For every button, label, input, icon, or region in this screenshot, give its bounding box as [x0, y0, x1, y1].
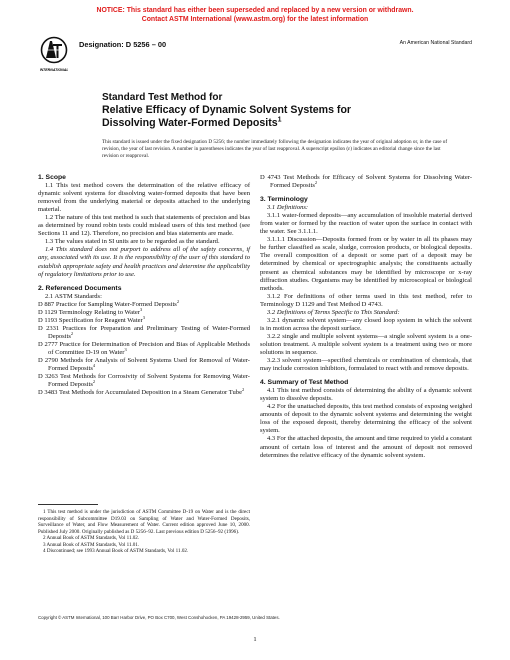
reference-sup: 3 — [140, 306, 143, 312]
para-3-2-2: 3.2.2 single and multiple solvent systems—a single solvent system is a one-solution treatment. A multiple solvent system is a treatment using two or more solutions in sequence. — [260, 332, 472, 356]
para-3-2-1: 3.2.1 dynamic solvent system—any closed loop system in which the solvent is in motion across the deposit surface. — [260, 316, 472, 332]
reference-text: D 2331 Practices for Preparation and Preliminary Testing of Water-Formed Deposits — [38, 324, 250, 340]
notice-line-2: Contact ASTM International (www.astm.org) for the latest information — [141, 16, 369, 23]
astm-logo-icon — [40, 36, 68, 76]
reference-sup: 2 — [314, 179, 318, 185]
title-line-3-wrap — [102, 117, 482, 129]
notice-line-1: NOTICE: This standard has either been superseded and replaced by a new version or withdrawn. — [96, 7, 414, 14]
copyright-line: Copyright © ASTM International, 100 Barr Harbor Drive, PO Box C700, West Conshohocken, PA 19428-2959, United States. — [38, 615, 280, 620]
para-2-1: 2.1 ASTM Standards: — [45, 292, 102, 300]
footnote-4: 4 Discontinued; see 1993 Annual Book of ASTM Standards, Vol 11.02. — [43, 548, 189, 554]
title-line-3: Dissolving Water-Formed Deposits — [102, 116, 278, 129]
reference-item — [38, 373, 250, 389]
reference-item — [38, 341, 250, 357]
logo-text: INTERNATIONAL — [40, 68, 68, 72]
para-3-2: 3.2 Definitions of Terms Specific to This Standard: — [267, 308, 400, 316]
para-1-4: 1.4 This standard does not purport to address all of the safety concerns, if any, associated with its use. It is the responsibility of the user of this standard to establish appropriate safety and health practices and determine the applicability of regulatory limitations prior to use. — [38, 246, 250, 278]
title-line-2: Relative Efficacy of Dynamic Solvent Systems for — [102, 104, 352, 117]
page-number: 1 — [253, 636, 257, 643]
reference-item-continued — [260, 174, 472, 190]
para-3-1-1-1: 3.1.1.1 Discussion—Deposits formed from or by water in all its phases may be further classified as scale, sludge, corrosion products, or biological deposits. The overall composition of a deposit or some part of a deposit may be determined by chemical or spectrographic analysis; the constituents actually present as chemical substances may be identified by microscope or x-ray diffraction studies. Organisms may be identified by microscopical or biological methods. — [260, 236, 472, 292]
reference-text: D 1129 Terminology Relating to Water — [38, 308, 140, 316]
section-2-heading: 2. Referenced Documents — [38, 284, 122, 292]
para-1-1: 1.1 This test method covers the determination of the relative efficacy of dynamic solvent systems for dissolving water-formed deposits that have been removed from the underlying material or deposits attached to the underlying material. — [38, 182, 250, 214]
reference-sup: 2 — [241, 387, 245, 393]
reference-item — [38, 314, 250, 325]
footnote-2: 2 Annual Book of ASTM Standards, Vol 11.02. — [43, 535, 140, 541]
issuance-note: This standard is issued under the fixed designation D 5256; the number immediately following the designation indicates the year of original adoption or, in the case of revision, the year of last revision. A number in parentheses indicates the year of last reapproval. A superscript epsilon (ε) indicates an editorial change since the last revision or reapproval. — [102, 139, 448, 159]
reference-sup: 2 — [70, 330, 74, 336]
american-national-standard: An American National Standard — [399, 40, 472, 46]
reference-text: D 1193 Specification for Reagent Water — [38, 316, 143, 324]
para-1-3: 1.3 The values stated in SI units are to be regarded as the standard. — [45, 238, 220, 246]
reference-sup: 2 — [92, 379, 96, 384]
reference-text: D 3263 Test Methods for Corrosivity of Solvent Systems for Removing Water-Formed Deposits — [38, 373, 250, 389]
section-3-heading: 3. Terminology — [260, 196, 308, 204]
footnotes — [38, 509, 250, 555]
para-3-1: 3.1 Definitions: — [267, 204, 309, 212]
designation: Designation: D 5256 – 00 — [79, 40, 167, 49]
footnote-divider — [38, 504, 98, 505]
title-line-1: Standard Test Method for — [102, 92, 223, 103]
para-4-3: 4.3 For the attached deposits, the amount and time required to yield a constant amount of certain loss of interest and the amount of deposit not removed determines the relative efficacy of the dynamic solvent system. — [260, 435, 472, 459]
reference-text: D 4743 Test Methods for Efficacy of Solvent Systems for Dissolving Water-Formed Deposits — [260, 174, 472, 190]
footnote-3: 3 Annual Book of ASTM Standards, Vol 11.01. — [43, 541, 140, 548]
para-3-1-1: 3.1.1 water-formed deposits—any accumulation of insoluble material derived from water or formed by the reaction of water upon the surface in contact with the water. See 3.1.1.1. — [260, 212, 472, 236]
reference-sup: 2 — [176, 298, 180, 304]
para-4-2: 4.2 For the unattached deposits, this test method consists of exposing weighed amounts of deposit to the dynamic solvent systems and determining the weight loss of the exposed deposit, thereby determining the efficacy of the solvent system. — [260, 403, 472, 435]
reference-sup: 3 — [142, 314, 145, 320]
para-1-2: 1.2 The nature of this test method is such that statements of precision and bias as determined by round robin tests could mislead users of this test method (see Sections 11 and 12). Therefore, no precision and bias statements are made. — [38, 214, 250, 238]
reference-item — [38, 325, 250, 341]
title-footnote-ref: 1 — [277, 116, 282, 124]
reference-sup: 4 — [92, 362, 96, 368]
document-title — [102, 92, 482, 129]
reference-text: D 2790 Methods for Analysis of Solvent Systems Used for Removal of Water-Formed Deposits — [38, 357, 250, 373]
para-3-1-2: 3.1.2 For definitions of other terms used in this test method, refer to Terminology D 1129 and Test Method D 4743. — [260, 292, 472, 308]
right-column — [260, 174, 472, 460]
reference-item — [38, 357, 250, 373]
footnote-1: 1 This test method is under the jurisdiction of ASTM Committee D-19 on Water and is the direct responsibility of Subcommittee D19.03 on Sampling of Water and Water-Formed Deposits, Surveillance of Water, and Flow Measurement of Water. Current edition approved June 10, 2000. Published July 2000. Originally published as D 5256–92. Last previous edition D 5256–92 (1996). — [38, 509, 250, 535]
para-3-2-3: 3.2.3 solvent system—specified chemicals or combination of chemicals, that may include corrosion inhibitors, formulated to react with and remove deposits. — [260, 357, 472, 373]
astm-logo — [40, 36, 68, 76]
para-4-1: 4.1 This test method consists of determining the ability of a dynamic solvent system to dissolve deposits. — [260, 387, 472, 403]
reference-item — [38, 298, 250, 309]
reference-item — [38, 389, 250, 397]
section-4-heading: 4. Summary of Test Method — [260, 379, 349, 387]
reference-text: D 2777 Practice for Determination of Precision and Bias of Applicable Methods of Committee D-19 on Water — [38, 340, 250, 356]
section-1-heading: 1. Scope — [38, 174, 66, 181]
left-column — [38, 174, 250, 397]
reference-text: D 887 Practice for Sampling Water-Formed Deposits — [38, 300, 177, 308]
reference-sup: 3 — [124, 346, 127, 352]
reference-text: D 3483 Test Methods for Accumulated Deposition in a Steam Generator Tube — [38, 389, 242, 397]
notice-banner — [0, 6, 510, 24]
